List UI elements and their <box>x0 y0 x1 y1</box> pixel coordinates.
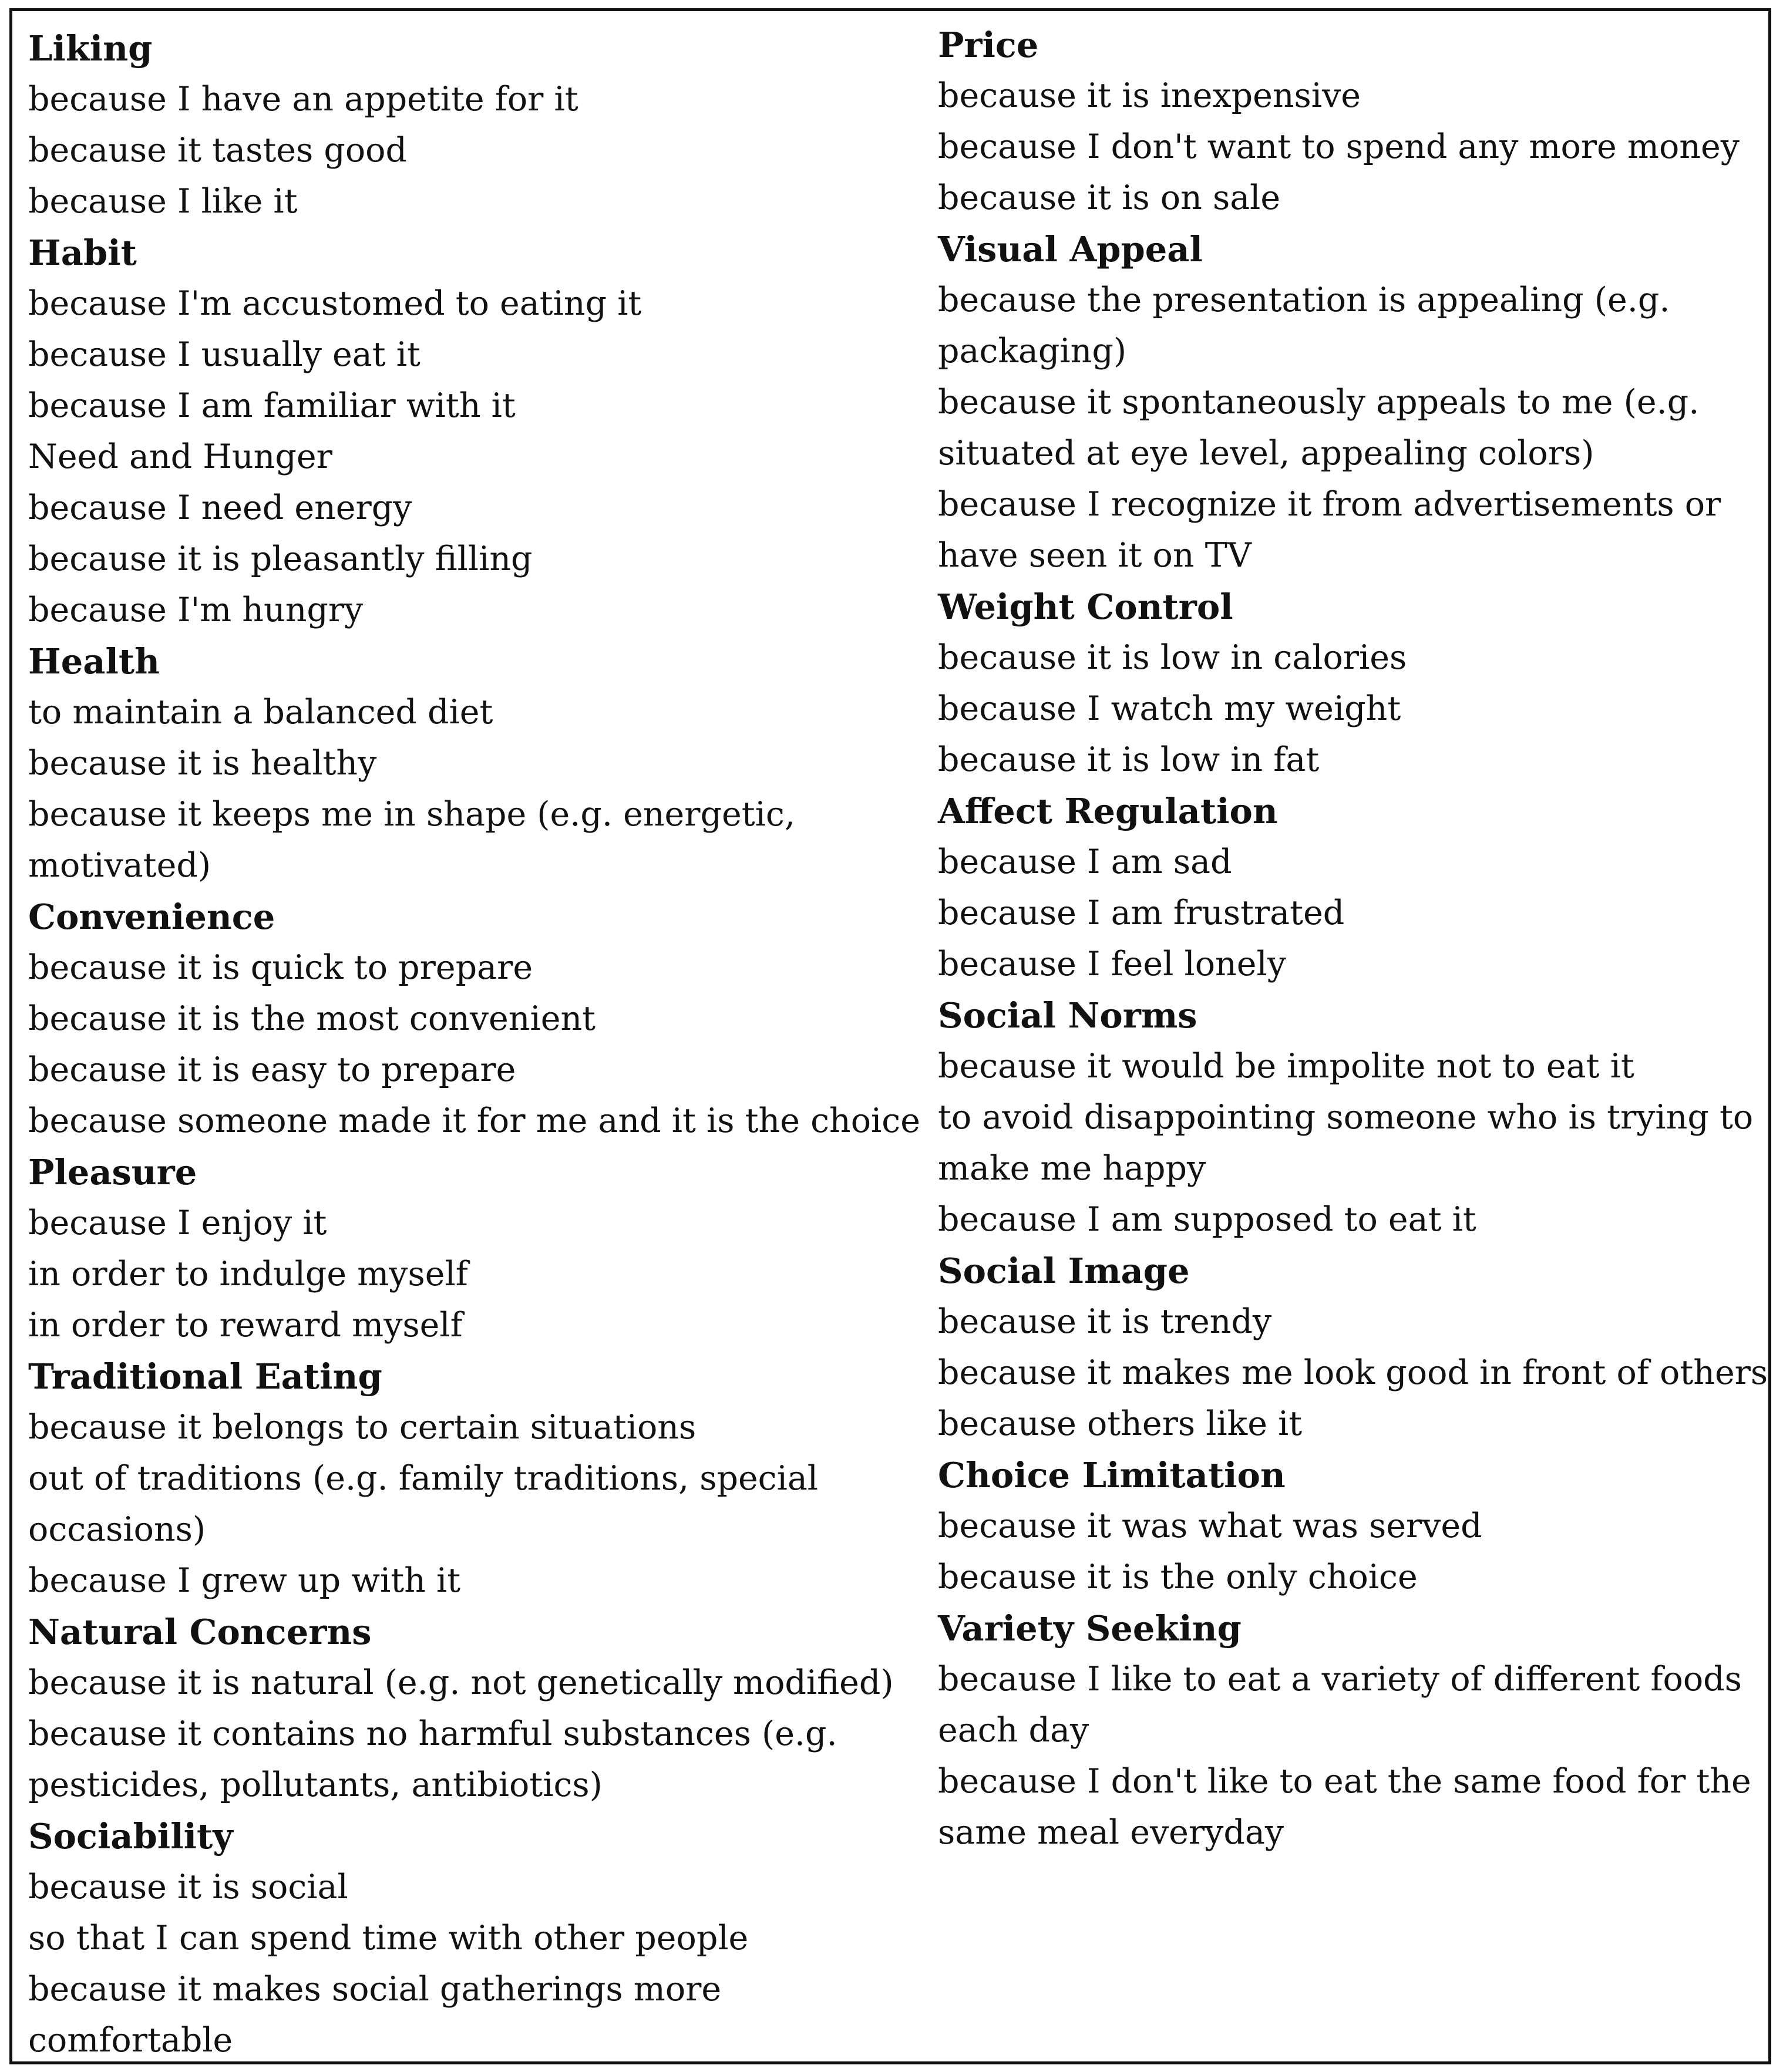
list-item: to avoid disappointing someone who is trying to <box>938 1098 1754 1137</box>
list-item: because it is healthy <box>28 744 377 783</box>
list-item: because it makes me look good in front of others <box>938 1353 1768 1392</box>
group-title-sociability: Sociability <box>28 1816 233 1857</box>
right-column <box>938 19 1768 1858</box>
list-item: because I feel lonely <box>938 945 1286 983</box>
document-frame <box>9 8 1771 2064</box>
group-title-variety-seeking: Variety Seeking <box>938 1608 1242 1649</box>
list-item: because I don't want to spend any more money <box>938 127 1740 166</box>
list-item: because I don't like to eat the same food for the <box>938 1762 1751 1801</box>
group-title-need-and-hunger: Need and Hunger <box>28 437 332 476</box>
list-item: because it makes social gatherings more <box>28 1970 722 2009</box>
group-title-convenience: Convenience <box>28 897 275 937</box>
group-title-social-image: Social Image <box>938 1251 1190 1291</box>
list-item: because I'm hungry <box>28 591 364 629</box>
list-item: pesticides, pollutants, antibiotics) <box>28 1766 603 1804</box>
list-item: because I need energy <box>28 488 412 527</box>
list-item: because I enjoy it <box>28 1204 327 1242</box>
group-title-health: Health <box>28 641 160 682</box>
list-item: because it is low in calories <box>938 638 1407 677</box>
list-item: because I usually eat it <box>28 335 420 374</box>
list-item: occasions) <box>28 1510 206 1549</box>
group-title-weight-control: Weight Control <box>938 587 1233 627</box>
list-item: comfortable <box>28 2021 233 2060</box>
list-item: because I watch my weight <box>938 689 1401 728</box>
list-item: because it is inexpensive <box>938 76 1361 115</box>
list-item: so that I can spend time with other people <box>28 1919 749 1958</box>
list-item: because it is low in fat <box>938 740 1320 779</box>
list-item: packaging) <box>938 332 1127 370</box>
list-item: because it contains no harmful substances (e.g. <box>28 1714 837 1753</box>
list-item: because it is pleasantly filling <box>28 540 533 578</box>
list-item: because it is the most convenient <box>28 999 596 1038</box>
group-title-traditional-eating: Traditional Eating <box>28 1356 382 1397</box>
list-item: because someone made it for me and it is the choice <box>28 1101 920 1140</box>
list-item: because I am supposed to eat it <box>938 1200 1476 1239</box>
list-item: because I have an appetite for it <box>28 80 578 119</box>
list-item: same meal everyday <box>938 1813 1284 1852</box>
list-item: because the presentation is appealing (e.g. <box>938 281 1670 319</box>
group-title-choice-limitation: Choice Limitation <box>938 1455 1286 1495</box>
list-item: because I like to eat a variety of different foods <box>938 1660 1742 1699</box>
list-item: situated at eye level, appealing colors) <box>938 434 1594 473</box>
list-item: because I am sad <box>938 843 1232 881</box>
group-title-visual-appeal: Visual Appeal <box>938 229 1203 269</box>
list-item: because it is social <box>28 1868 348 1906</box>
list-item: because it is quick to prepare <box>28 948 533 987</box>
list-item: to maintain a balanced diet <box>28 693 493 732</box>
list-item: because it is on sale <box>938 178 1281 217</box>
list-item: because it is trendy <box>938 1302 1272 1341</box>
list-item: because it spontaneously appeals to me (e.g. <box>938 383 1700 422</box>
list-item: because it is the only choice <box>938 1558 1418 1596</box>
list-item: because it belongs to certain situations <box>28 1408 697 1447</box>
list-item: have seen it on TV <box>938 536 1252 575</box>
list-item: make me happy <box>938 1149 1206 1188</box>
list-item: because I grew up with it <box>28 1561 461 1600</box>
list-item: because it was what was served <box>938 1507 1482 1545</box>
list-item: each day <box>938 1711 1089 1750</box>
list-item: because it is easy to prepare <box>28 1050 516 1089</box>
list-item: because others like it <box>938 1404 1303 1443</box>
left-column <box>28 23 920 2066</box>
list-item: because I am frustrated <box>938 894 1345 932</box>
list-item: because it would be impolite not to eat it <box>938 1047 1634 1086</box>
list-item: motivated) <box>28 846 211 885</box>
list-item: because it is natural (e.g. not genetically modified) <box>28 1663 894 1702</box>
group-title-price: Price <box>938 25 1039 65</box>
list-item: in order to reward myself <box>28 1306 463 1345</box>
list-item: out of traditions (e.g. family traditions, special <box>28 1459 819 1498</box>
list-item: in order to indulge myself <box>28 1255 468 1293</box>
group-title-affect-regulation: Affect Regulation <box>938 791 1278 831</box>
list-item: because it tastes good <box>28 131 407 170</box>
list-item: because I recognize it from advertisements or <box>938 485 1721 524</box>
list-item: because I'm accustomed to eating it <box>28 284 642 323</box>
group-title-social-norms: Social Norms <box>938 995 1197 1036</box>
list-item: because it keeps me in shape (e.g. energetic, <box>28 795 795 834</box>
list-item: because I like it <box>28 182 298 221</box>
group-title-pleasure: Pleasure <box>28 1152 197 1192</box>
group-title-liking: Liking <box>28 28 153 69</box>
group-title-habit: Habit <box>28 233 137 273</box>
group-title-natural-concerns: Natural Concerns <box>28 1612 372 1652</box>
list-item: because I am familiar with it <box>28 386 516 425</box>
